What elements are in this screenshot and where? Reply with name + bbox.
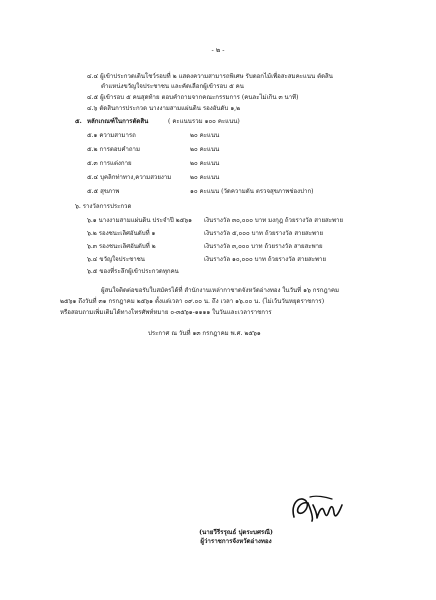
item-4-4-line1: ๔.๔ ผู้เข้าประกวดเดินโชว์รอบที่ ๒ แสดงความสามารถพิเศษ รับดอกไม้เพื่อสะสมคะแนน ตัดสิน	[87, 73, 333, 80]
prize-6-4-amount: เงินรางวัล ๑๐,๐๐๐ บาท ถ้วยรางวัล สายสะพาย	[204, 256, 327, 263]
contact-paragraph-line1: ผู้สนใจติดต่อขอรับใบสมัครได้ที่ สำนักงานเหล่ากาชาดจังหวัดอ่างทอง ในวันที่ ๑๖ กรกฎาคม	[101, 287, 340, 294]
signature-image	[286, 491, 350, 527]
prize-6-1-name: ๖.๑ นางงามสามแผ่นดิน ประจำปี ๒๕๖๑	[87, 217, 193, 224]
criterion-5-3-score: ๒๐ คะแนน	[190, 160, 220, 167]
criterion-5-2-score: ๒๐ คะแนน	[190, 146, 220, 153]
prize-6-2-name: ๖.๒ รองชนะเลิศอันดับที่ ๑	[87, 230, 156, 237]
criterion-5-3-name: ๕.๓ การแต่งกาย	[87, 160, 132, 167]
item-4-4-line2: ตำแหน่งขวัญใจประชาชน และคัดเลือกผู้เข้ารอบ ๕ คน	[101, 83, 244, 90]
prize-6-2-amount: เงินรางวัล ๕,๐๐๐ บาท ถ้วยรางวัล สายสะพาย	[204, 230, 324, 237]
contact-paragraph-line3: หรือสอบถามเพิ่มเติมได้ทางโทรศัพท์หมาย ๐-๓๕๖๑-๑๑๑๑ ในวันและเวลาราชการ	[60, 309, 272, 316]
page-number: - ๒ -	[211, 46, 225, 54]
signatory-title: ผู้ว่าราชการจังหวัดอ่างทอง	[200, 538, 272, 545]
criterion-5-5-name: ๕.๕ สุขภาพ	[87, 188, 120, 195]
criterion-5-4-score: ๒๐ คะแนน	[190, 174, 220, 181]
prize-6-3-amount: เงินรางวัล ๓,๐๐๐ บาท ถ้วยรางวัล สายสะพาย	[204, 243, 323, 250]
signatory-name: (นายวีรีรรุณธ์ ปุตระบศรณี)	[199, 529, 273, 536]
prize-6-3-name: ๖.๓ รองชนะเลิศอันดับที่ ๒	[87, 243, 156, 250]
announcement-date: ประกาศ ณ วันที่ ๑๓ กรกฎาคม พ.ศ. ๒๕๖๑	[148, 330, 261, 337]
criterion-5-5-score: ๑๐ คะแนน (วัดความดัน ตรวจสุขภาพช่องปาก)	[190, 188, 314, 195]
prize-6-5: ๖.๕ ของที่ระลึกผู้เข้าประกวดทุกคน	[87, 268, 179, 275]
section-5-note: ( คะแนนรวม ๑๐๐ คะแนน)	[168, 118, 240, 125]
criterion-5-4-name: ๕.๔ บุคลิกท่าทาง,ความสวยงาม	[87, 174, 172, 181]
criterion-5-2-name: ๕.๒ การตอบคำถาม	[87, 146, 140, 153]
criterion-5-1-score: ๒๐ คะแนน	[190, 132, 220, 139]
item-4-6: ๔.๖ ตัดสินการประกวด นางงามสามแผ่นดิน รองอันดับ ๑,๒	[87, 105, 241, 112]
criterion-5-1-name: ๕.๑ ความสามารถ	[87, 132, 136, 139]
contact-paragraph-line2: ๒๕๖๑ ถึงวันที่ ๓๑ กรกฎาคม ๒๕๖๑ ตั้งแต่เวลา ๐๙.๐๐ น. ถึง เวลา ๑๖.๐๐ น. (ไม่เว้นวันหยุดราชการ)	[60, 298, 325, 305]
item-4-5: ๔.๕ ผู้เข้ารอบ ๕ คนสุดท้าย ตอบคำถามจากคณะกรรมการ (คนละไม่เกิน ๓ นาที)	[87, 94, 299, 101]
prize-6-1-amount: เงินรางวัล ๓๐,๐๐๐ บาท มงกุฎ ถ้วยรางวัล สายสะพาย	[204, 217, 344, 224]
section-6-heading: ๖. รางวัลการประกวด	[75, 203, 132, 210]
section-5-heading: หลักเกณฑ์ในการตัดสิน	[87, 118, 149, 125]
section-5-number: ๕.	[75, 118, 82, 125]
prize-6-4-name: ๖.๔ ขวัญใจประชาชน	[87, 256, 145, 263]
